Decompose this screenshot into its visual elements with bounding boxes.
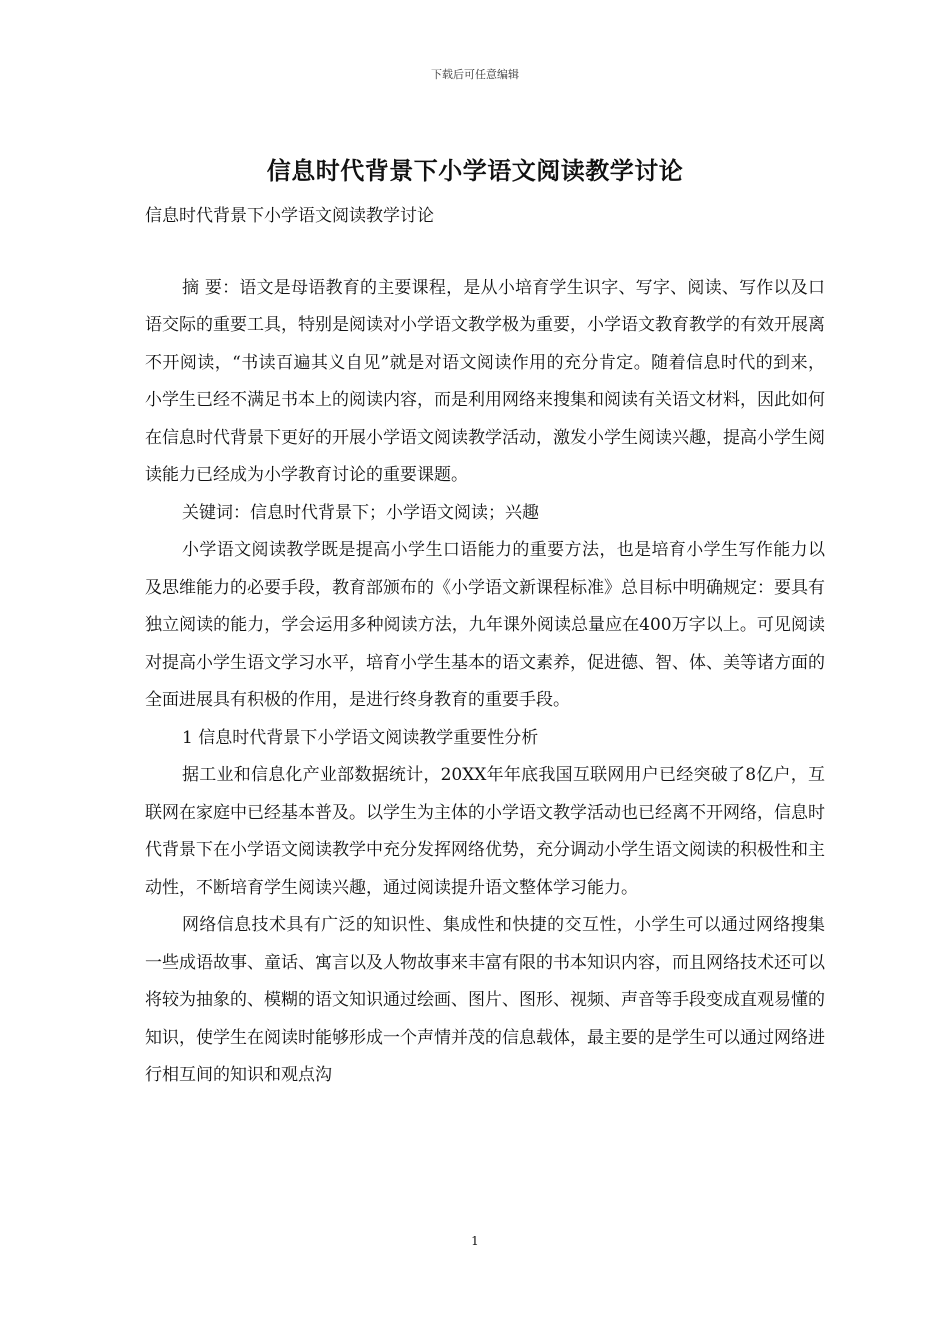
document-subtitle: 信息时代背景下小学语文阅读教学讨论 [145,206,434,226]
section-heading: 1 信息时代背景下小学语文阅读教学重要性分析 [182,727,539,748]
document-body [145,198,825,1095]
intro-paragraph: 小学语文阅读教学既是提高小学生口语能力的重要方法，也是培育小学生写作能力以及思维能力的必要手段，教育部颁布的《小学语文新课程标准》总目标中明确规定：要具有独立阅读的能力，学会运用多种阅读方法，九年课外阅读总量应在400万字以上。可见阅读对提高小学生语文学习水平，培育小学生基本的语文素养，促进德、智、体、美等诸方面的全面进展具有积极的作用，是进行终身教育的重要手段。 [145,540,825,710]
keywords-paragraph: 关键词：信息时代背景下；小学语文阅读；兴趣 [182,502,539,523]
body-paragraph: 网络信息技术具有广泛的知识性、集成性和快捷的交互性，小学生可以通过网络搜集一些成语故事、童话、寓言以及人物故事来丰富有限的书本知识内容，而且网络技术还可以将较为抽象的、模糊的语文知识通过绘画、图片、图形、视频、声音等手段变成直观易懂的知识，使学生在阅读时能够形成一个声情并茂的信息载体，最主要的是学生可以通过网络进行相互间的知识和观点沟 [145,915,825,1085]
abstract-paragraph: 摘 要：语文是母语教育的主要课程，是从小培育学生识字、写字、阅读、写作以及口语交际的重要工具，特别是阅读对小学语文教学极为重要，小学语文教育教学的有效开展离不开阅读，“书读百遍其义自见”就是对语文阅读作用的充分肯定。随着信息时代的到来，小学生已经不满足书本上的阅读内容，而是利用网络来搜集和阅读有关语文材料，因此如何在信息时代背景下更好的开展小学语文阅读教学活动，激发小学生阅读兴趣，提高小学生阅读能力已经成为小学教育讨论的重要课题。 [145,277,825,485]
page-number: 1 [471,1234,479,1248]
document-title: 信息时代背景下小学语文阅读教学讨论 [266,156,684,185]
header-note: 下载后可任意编辑 [431,68,519,81]
body-paragraph: 据工业和信息化产业部数据统计，20XX年年底我国互联网用户已经突破了8亿户，互联网在家庭中已经基本普及。以学生为主体的小学语文教学活动也已经离不开网络，信息时代背景下在小学语文阅读教学中充分发挥网络优势，充分调动小学生语文阅读的积极性和主动性，不断培育学生阅读兴趣，通过阅读提升语文整体学习能力。 [145,765,825,898]
